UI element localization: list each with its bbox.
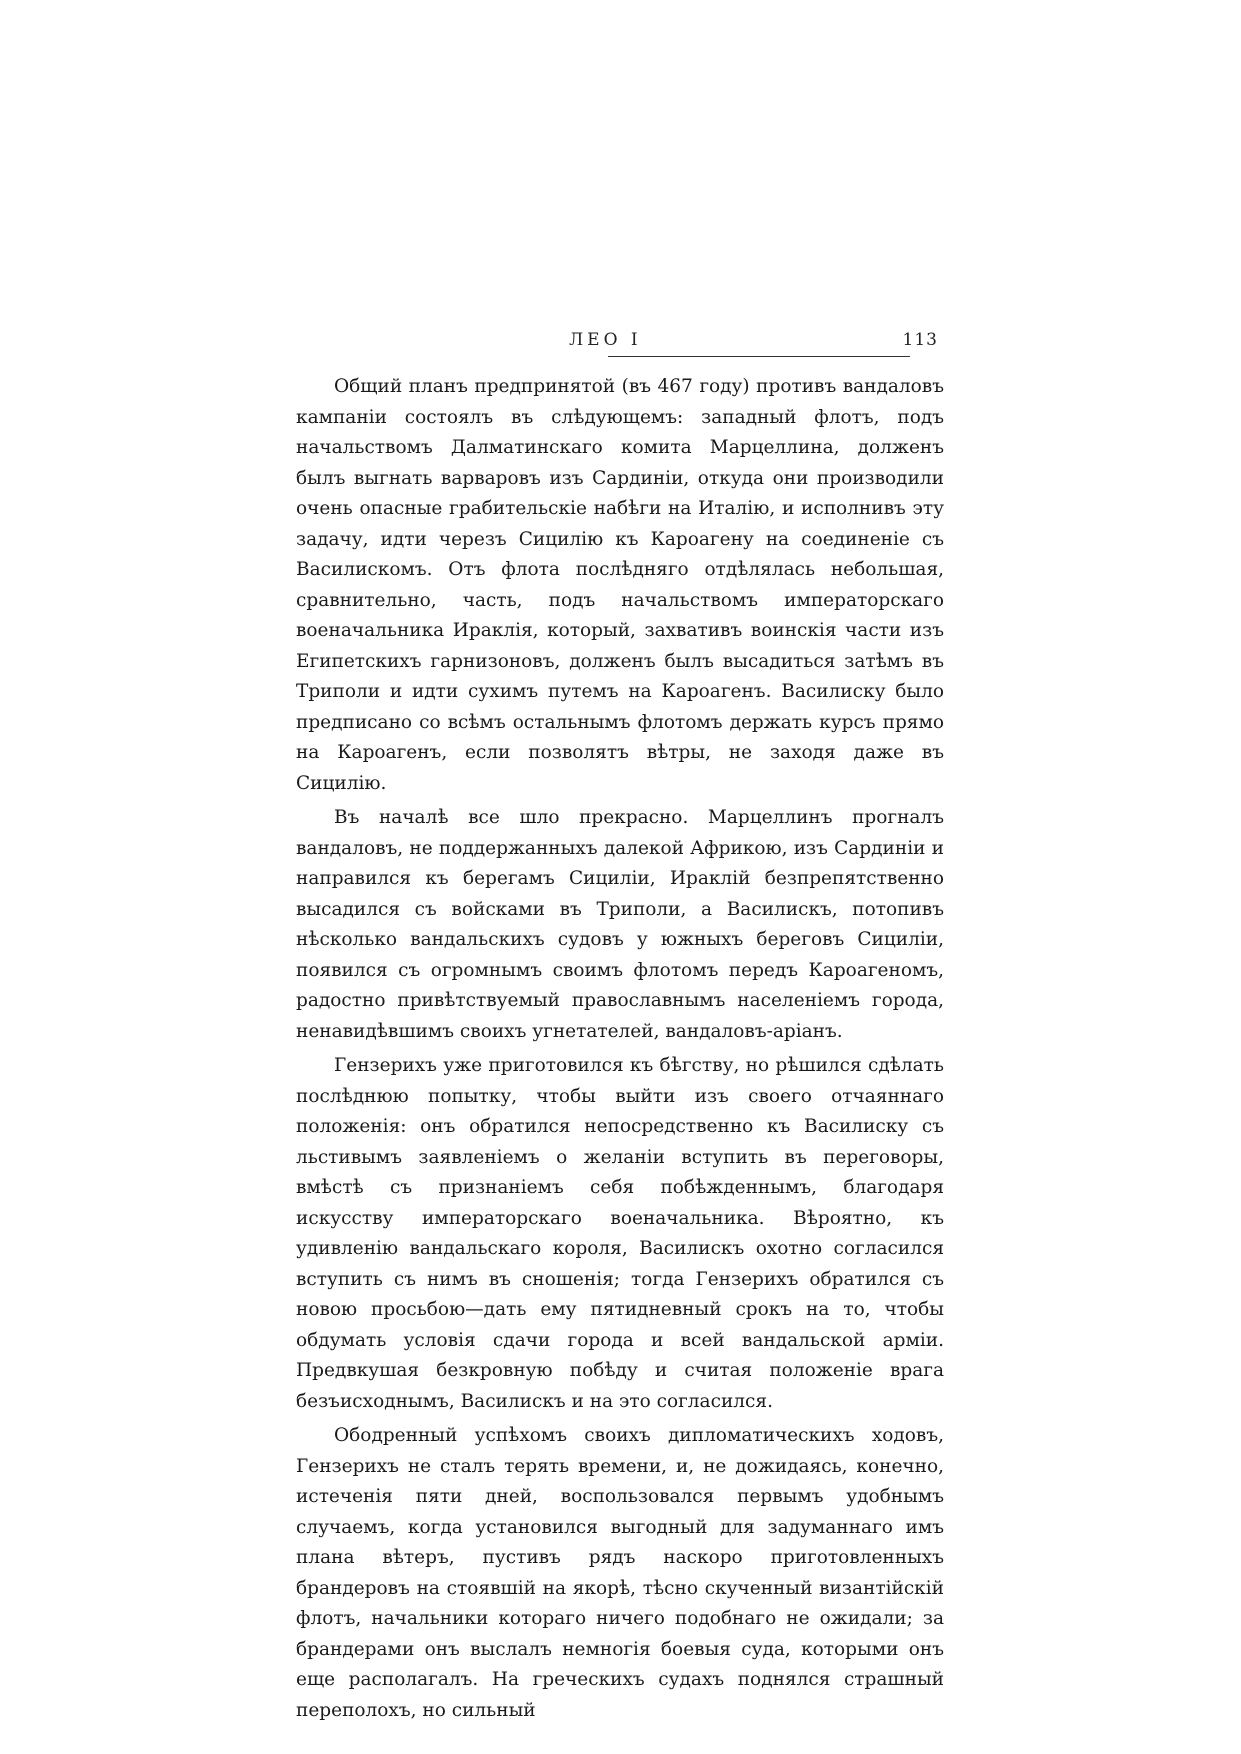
running-title: ЛЕО I <box>569 330 642 350</box>
paragraph: Въ началѣ все шло прекрасно. Марцеллинъ прогналъ вандаловъ, не поддержанныхъ далекой Африкою, изъ Сардиніи и направился къ берегамъ Сициліи, Ираклій безпрепятственно высадился съ войсками въ Триполи, а Василискъ, потопивъ нѣсколько вандальскихъ судовъ у южныхъ береговъ Сициліи, появился съ огромнымъ своимъ флотомъ передъ Кароагеномъ, радостно привѣтствуемый православнымъ населеніемъ города, ненавидѣвшимъ своихъ угнетателей, вандаловъ-аріанъ. <box>296 807 944 1042</box>
paragraph: Гензерихъ уже приготовился къ бѣгству, но рѣшился сдѣлать послѣднюю попытку, чтобы выйти изъ своего отчаяннаго положенія: онъ обратился непосредственно къ Василиску съ льстивымъ заявленіемъ о желаніи вступить въ переговоры, вмѣстѣ съ признаніемъ себя побѣжденнымъ, благодаря искусству императорскаго военачальника. Вѣроятно, къ удивленію вандальскаго короля, Василискъ охотно согласился вступить съ нимъ въ сношенія; тогда Гензерихъ обратился съ новою просьбою—дать ему пятидневный срокъ на то, чтобы обдумать условія сдачи города и всей вандальской арміи. Предвкушая безкровную побѣду и считая положеніе врага безъисходнымъ, Василискъ и на это согласился. <box>296 1055 944 1412</box>
page-number: 113 <box>902 330 938 350</box>
body-text <box>296 372 944 1730</box>
running-head <box>326 330 938 356</box>
header-rule <box>608 356 910 357</box>
paragraph: Общий планъ предпринятой (въ 467 году) противъ вандаловъ кампаніи состоялъ въ слѣдующемъ: западный флотъ, подъ начальствомъ Далматинскаго комита Марцеллина, долженъ былъ выгнать варваровъ изъ Сардиніи, откуда они производили очень опасные грабительскіе набѣги на Италію, и исполнивъ эту задачу, идти черезъ Сицилію къ Кароагену на соединеніе съ Василискомъ. Отъ флота послѣдняго отдѣлялась небольшая, сравнительно, часть, подъ начальствомъ императорскаго военачальника Ираклія, который, захвативъ воинскія части изъ Египетскихъ гарнизоновъ, долженъ былъ высадиться затѣмъ въ Триполи и идти сухимъ путемъ на Кароагенъ. Василиску было предписано со всѣмъ остальнымъ флотомъ держать курсъ прямо на Кароагенъ, если позволятъ вѣтры, не заходя даже въ Сицилію. <box>296 376 944 794</box>
paragraph: Ободренный успѣхомъ своихъ дипломатическихъ ходовъ, Гензерихъ не сталъ терять времени, и, не дожидаясь, конечно, истеченія пяти дней, воспользовался первымъ удобнымъ случаемъ, когда установился выгодный для задуманнаго имъ плана вѣтеръ, пустивъ рядъ наскоро приготовленныхъ брандеровъ на стоявшій на якорѣ, тѣсно скученный византійскій флотъ, начальники котораго ничего подобнаго не ожидали; за брандерами онъ выслалъ немногія боевыя суда, которыми онъ еще располагалъ. На греческихъ судахъ поднялся страшный переполохъ, но сильный <box>296 1425 944 1721</box>
